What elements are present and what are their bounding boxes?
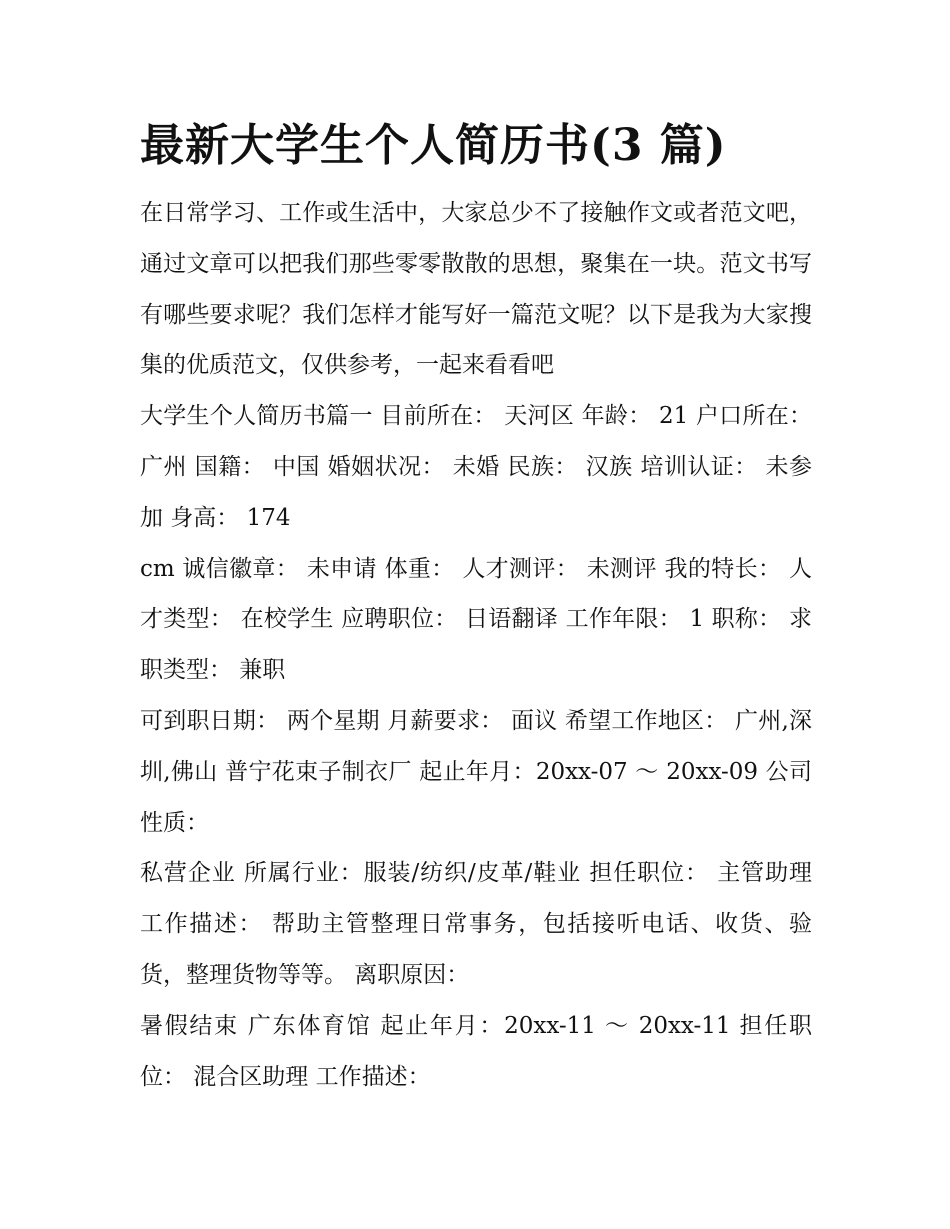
intro-paragraph: 在日常学习、工作或生活中，大家总少不了接触作文或者范文吧，通过文章可以把我们那些零零散散的思想，聚集在一块。范文书写有哪些要求呢？我们怎样才能写好一篇范文呢？以下是我为大家搜集的优质范文，仅供参考，一起来看看吧	[140, 200, 812, 379]
resume-personal-details-paragraph: cm 诚信徽章： 未申请 体重： 人才测评： 未测评 我的特长： 人才类型： 在校学生 应聘职位： 日语翻译 工作年限： 1 职称： 求职类型： 兼职	[140, 555, 812, 684]
resume-job-intent-paragraph: 可到职日期： 两个星期 月薪要求： 面议 希望工作地区： 广州,深圳,佛山 普宁花束子制衣厂 起止年月：20xx-07 ～ 20xx-09 公司性质：	[140, 707, 812, 836]
work-experience-paragraph: 私营企业 所属行业：服装/纺织/皮革/鞋业 担任职位： 主管助理 工作描述： 帮助主管整理日常事务，包括接听电话、收货、验货，整理货物等等。 离职原因：	[140, 860, 812, 988]
work-experience-paragraph-2: 暑假结束 广东体育馆 起止年月：20xx-11 ～ 20xx-11 担任职位： 混合区助理 工作描述：	[140, 1012, 812, 1090]
document-page	[140, 110, 812, 1102]
resume-basic-info-paragraph: 大学生个人简历书篇一 目前所在： 天河区 年龄： 21 户口所在： 广州 国籍： 中国 婚姻状况： 未婚 民族： 汉族 培训认证： 未参加 身高： 174	[140, 403, 812, 531]
document-title: 最新大学生个人简历书(3 篇)	[140, 120, 727, 171]
